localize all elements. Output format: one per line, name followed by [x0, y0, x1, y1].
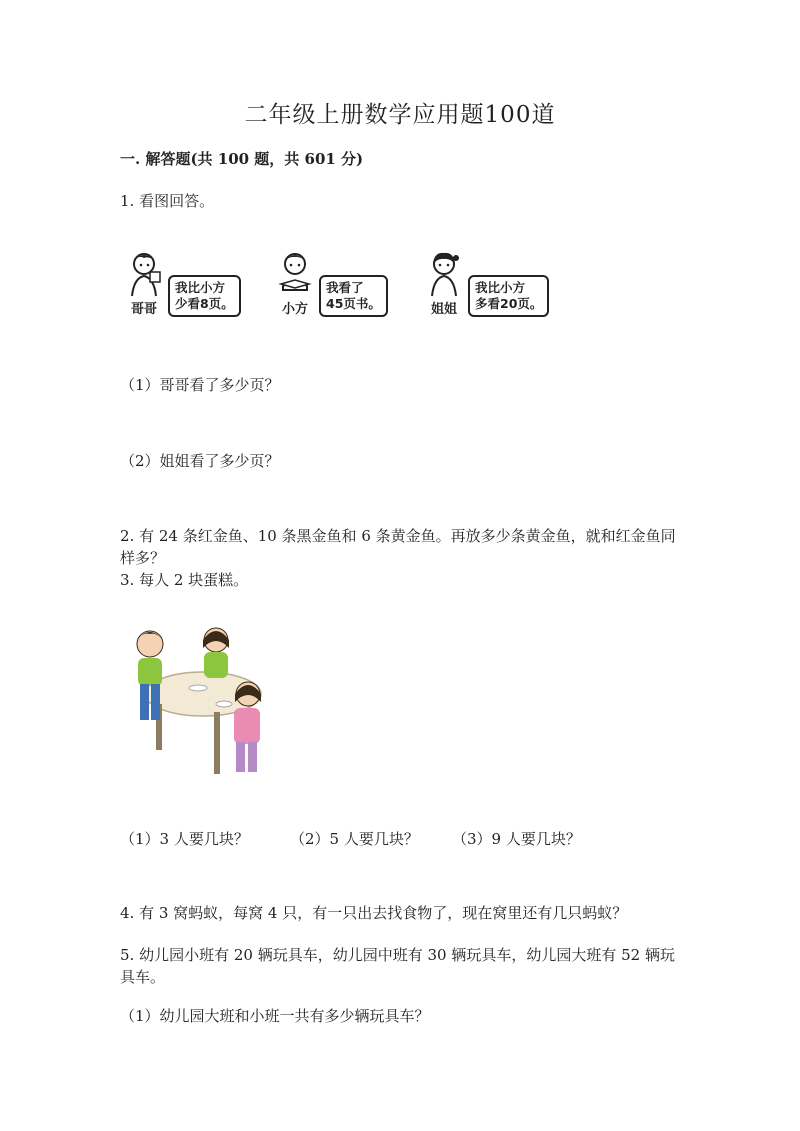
figure-xiaofang-name: 小方: [281, 302, 308, 317]
question-3: 3. 每人 2 块蛋糕。: [120, 571, 249, 589]
speech-bubble-jiejie: 我比小方 多看20页。: [468, 275, 549, 317]
question-5-sub-1: （1）幼儿园大班和小班一共有多少辆玩具车？: [120, 1007, 430, 1025]
figure-jiejie: [424, 250, 549, 317]
speech-bubble-xiaofang: 我看了 45页书。: [319, 275, 388, 317]
speech-bubble-gege: 我比小方 少看8页。: [168, 275, 241, 317]
boy-reading-icon: [124, 250, 164, 298]
question-3-sub-1: （1）3 人要几块？: [120, 830, 249, 848]
figure-xiaofang: [275, 250, 388, 317]
boy-with-book-icon: [275, 250, 315, 298]
girl-icon: [424, 250, 464, 298]
question-3-sub-3: （3）9 人要几块？: [452, 830, 581, 848]
figure-gege-name: 哥哥: [130, 302, 157, 317]
question-3-sub-2: （2）5 人要几块？: [290, 830, 419, 848]
children-cake-illustration: [128, 622, 278, 780]
page-title: 二年级上册数学应用题100道: [244, 102, 556, 128]
question-1: 1. 看图回答。: [120, 192, 215, 210]
question-1-sub-1: （1）哥哥看了多少页？: [120, 376, 280, 394]
figure-jiejie-name: 姐姐: [430, 302, 457, 317]
section-heading: 一. 解答题(共 100 题，共 601 分): [120, 150, 364, 168]
question-4: 4. 有 3 窝蚂蚁，每窝 4 只，有一只出去找食物了，现在窝里还有几只蚂蚁？: [120, 904, 628, 922]
question-1-sub-2: （2）姐姐看了多少页？: [120, 452, 280, 470]
question-2: 2. 有 24 条红金鱼、10 条黑金鱼和 6 条黄金鱼。再放多少条黄金鱼，就和红金鱼同样多？: [120, 527, 676, 567]
figure-gege: [124, 250, 241, 317]
question-5: 5. 幼儿园小班有 20 辆玩具车，幼儿园中班有 30 辆玩具车，幼儿园大班有 52 辆玩具车。: [120, 946, 675, 986]
